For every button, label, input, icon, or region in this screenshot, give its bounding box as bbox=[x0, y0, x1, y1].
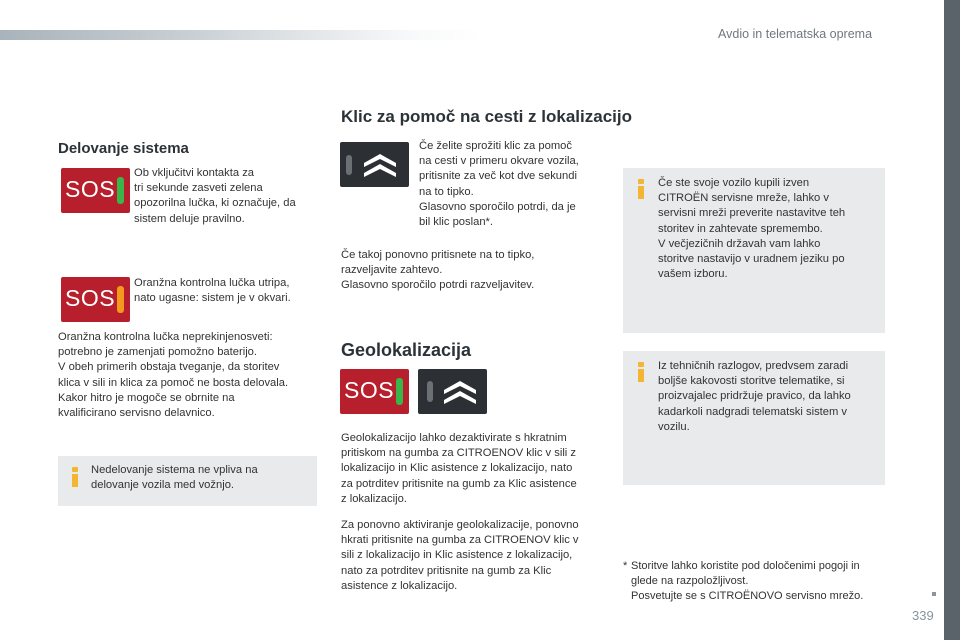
footnote-line-1: Storitve lahko koristite pod določenimi pogoji in bbox=[631, 560, 860, 572]
info-text-purchase: Če ste svoje vozilo kupili izven CITROËN servisne mreže, lahko v servisni mreži preverite nastavitve teh storitev in zahtevate spremembo. V večjezičnih državah vam lahko storitve nastavijo v uradnem jeziku po vašem izboru. bbox=[658, 177, 846, 281]
page-number: 339 bbox=[912, 608, 934, 623]
section-title-geolokalizacija: Geolokalizacija bbox=[341, 340, 472, 360]
info-text-delovanje: Nedelovanje sistema ne vpliva na delovanje vozila med vožnjo. bbox=[91, 464, 258, 492]
permanent-led-description: Oranžna kontrolna lučka neprekinjenosveti: potrebno je zamenjati pomožno baterijo. V obeh primerih obstaja tveganje, da storitev klica v sili in klica za pomoč ne bosta delovala. Kakor hitro je mogoče se obrnite na kvalificirano servisno delavnico. bbox=[58, 331, 289, 420]
citroen-assistance-button bbox=[340, 142, 409, 187]
chapter-title: Avdio in telematska oprema bbox=[718, 27, 873, 41]
geo-description-2: Za ponovno aktiviranje geolokalizacije, ponovno hkrati pritisnite na gumba za CITROENOV klic v sili z lokalizacijo in Klic asistence z lokalizacijo, nato za potrditev pritisnite na gumb za Klic asistence z lokalizacijo. bbox=[341, 519, 579, 592]
sos-label: SOS bbox=[65, 176, 116, 202]
orange-led-description: Oranžna kontrolna lučka utripa, nato ugasne: sistem je v okvari. bbox=[134, 277, 291, 305]
info-box-delovanje bbox=[58, 456, 317, 506]
footnote-star: * bbox=[623, 560, 628, 572]
section-title-delovanje: Delovanje sistema bbox=[58, 140, 189, 157]
sos-label: SOS bbox=[344, 377, 395, 403]
citroen-assistance-button-geo bbox=[418, 369, 487, 414]
right-edge-bar bbox=[944, 0, 960, 640]
sos-button-green-led bbox=[61, 168, 130, 213]
klic-description-1: Če želite sprožiti klic za pomoč na cesti v primeru okvare vozila, pritisnite za več kot dve sekundi na to tipko. Glasovno sporočilo potrdi, da je bil klic poslan*. bbox=[419, 140, 579, 229]
green-led-icon bbox=[117, 177, 124, 204]
section-title-klic: Klic za pomoč na cesti z lokalizacijo bbox=[341, 107, 632, 126]
green-led-icon bbox=[396, 378, 403, 405]
info-text-technical: Iz tehničnih razlogov, predvsem zaradi boljše kakovosti storitve telematike, si proizvajalec pridržuje pravico, da lahko kadarkoli nadgradi telematski sistem v vozilu. bbox=[658, 360, 851, 433]
sos-button-geo bbox=[340, 369, 409, 414]
sos-label: SOS bbox=[65, 285, 116, 311]
green-led-description: Ob vključitvi kontakta za tri sekunde zasveti zelena opozorilna lučka, ki označuje, da sistem deluje pravilno. bbox=[134, 167, 296, 225]
info-icon bbox=[635, 179, 647, 199]
footnote-line-2: glede na razpoložljivost. bbox=[631, 575, 749, 587]
orange-led-icon bbox=[117, 286, 124, 313]
info-box-technical bbox=[623, 351, 885, 485]
led-off-indicator bbox=[346, 155, 352, 175]
info-icon bbox=[69, 467, 81, 487]
citroen-chevrons-icon bbox=[360, 149, 400, 181]
led-off-indicator bbox=[427, 381, 433, 402]
klic-description-2: Če takoj ponovno pritisnete na to tipko, razveljavite zahtevo. Glasovno sporočilo potrdi razveljavitev. bbox=[341, 249, 535, 292]
info-box-purchase bbox=[623, 168, 885, 333]
info-icon bbox=[635, 362, 647, 382]
footnote-line-3: Posvetujte se s CITROËNOVO servisno mrežo. bbox=[631, 590, 864, 602]
header-gradient-bar bbox=[0, 30, 480, 40]
citroen-chevrons-icon bbox=[440, 376, 480, 408]
page-marker bbox=[932, 592, 936, 596]
sos-button-orange-led bbox=[61, 277, 130, 322]
geo-description-1: Geolokalizacijo lahko dezaktivirate s hkratnim pritiskom na gumba za CITROENOV klic v sili z lokalizacijo in Klic asistence z lokalizacijo, nato za potrditev pritisnite na gumb za Klic asistence z lokalizacijo. bbox=[341, 432, 577, 505]
